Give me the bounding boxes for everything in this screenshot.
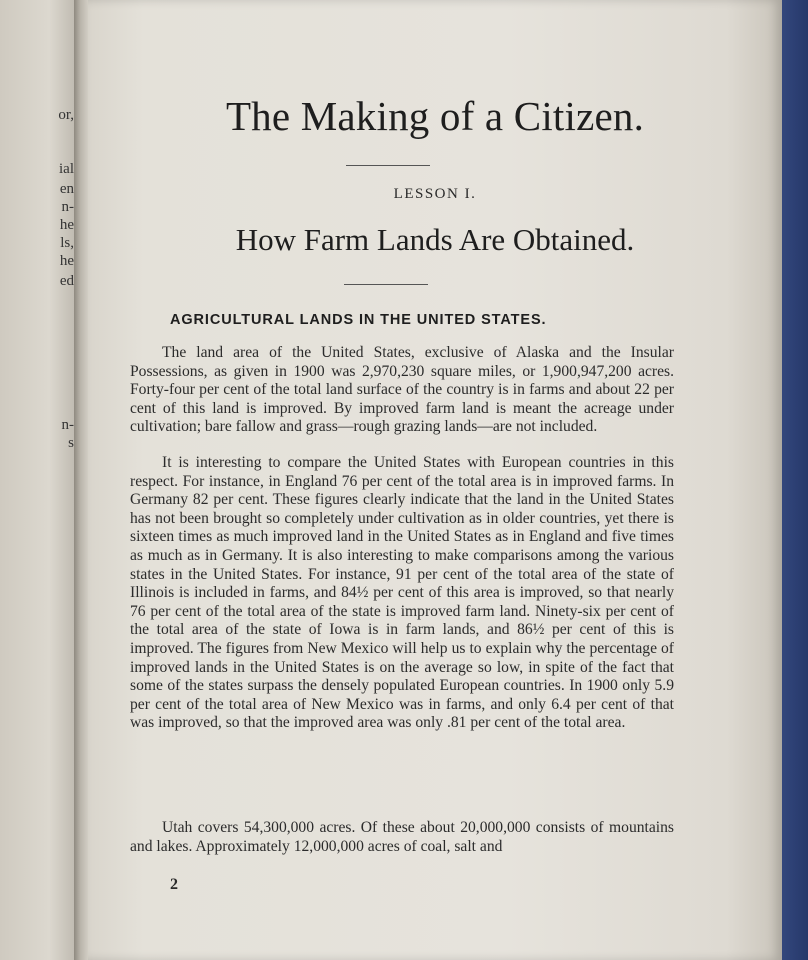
left-page-fragment: or, (58, 107, 74, 123)
left-page-fragment: ial (59, 161, 74, 177)
page-number: 2 (170, 876, 178, 893)
left-page-fragment: he (59, 253, 74, 269)
lesson-divider (344, 284, 428, 285)
book-page (88, 0, 782, 960)
lesson-label: LESSON I. (393, 186, 477, 202)
left-page-fragment: he (59, 217, 74, 233)
paragraph: Utah covers 54,300,000 acres. Of these about 20,000,000 consists of mountains and lakes. Approximately 12,000,000 acres of coal, salt and (130, 819, 674, 855)
left-page-fragment: ls, (60, 235, 74, 251)
left-page-fragment: n- (61, 199, 74, 215)
title-divider (346, 165, 430, 166)
paragraph: The land area of the United States, exclusive of Alaska and the Insular Possessions, as given in 1900 was 2,970,230 square miles, or 1,900,947,200 acres. Forty-four per cent of the total land surface of the country is in farms and about 22 per cent of this land is improved. By improved farm land is meant the acreage under cultivation; bare fallow and grass—rough grazing lands—are not included. (130, 344, 674, 436)
lesson-title: How Farm Lands Are Obtained. (235, 222, 635, 257)
left-page-fragment: en (59, 181, 74, 197)
left-page-fragment: n- (61, 417, 74, 433)
paragraph: It is interesting to compare the United States with European countries in this respect. For instance, in England 76 per cent of the total area is in improved farms. In Germany 82 per cent. These figures clearly indicate that the land in the United States has not been brought so completely under cultivation as in older countries, yet there is sixteen times as much improved land in the United States as in England and five times as much as in Germany. It is also interesting to make comparisons among the various states in the United States. For instance, 91 per cent of the total area of the state of Illinois is included in farms, and 84½ per cent of this area is improved, so that nearly 76 per cent of the total area of the state is improved farm land. Ninety-six per cent of the total area of the state of Iowa is in farm lands, and 86½ per cent of this is improved. The figures from New Mexico will help us to explain why the percentage of improved lands in the United States is on the average so low, in spite of the fact that some of the states surpass the densely populated European countries. In 1900 only 5.9 per cent of the total area of New Mexico was in farms, and only 6.4 per cent of that was improved, so that the improved area was only .81 per cent of the total area. (130, 454, 674, 732)
left-page-fragment: ed (59, 273, 74, 289)
previous-page (0, 0, 82, 960)
left-page-fragment: s (68, 435, 74, 451)
section-heading: AGRICULTURAL LANDS IN THE UNITED STATES. (170, 312, 547, 328)
book-title: The Making of a Citizen. (225, 93, 645, 139)
